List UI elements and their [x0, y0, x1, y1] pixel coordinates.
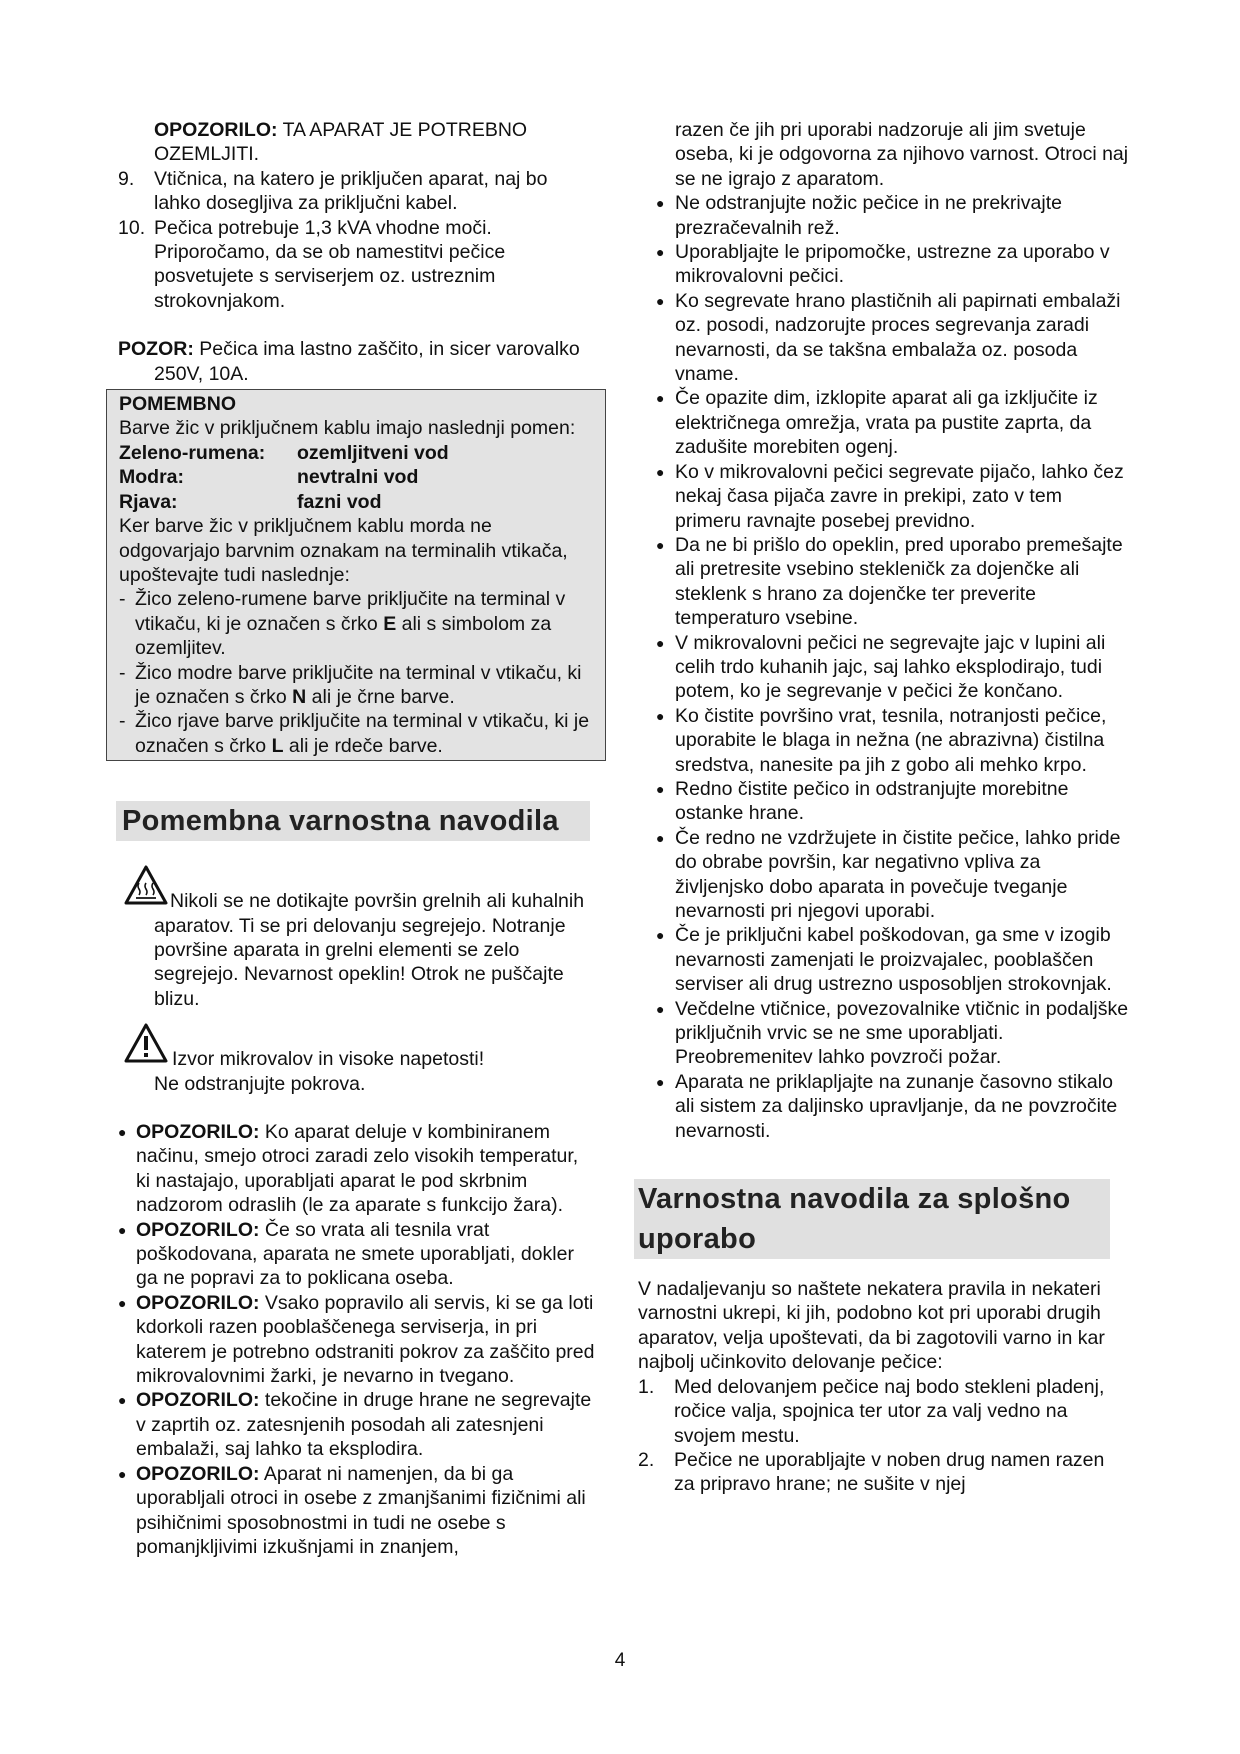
list-item: ● Redno čistite pečico in odstranjujte morebitne ostanke hrane.	[656, 777, 1069, 825]
item-number: 1.	[638, 1375, 655, 1398]
wire-color: Modra:	[119, 466, 184, 489]
list-item: ● Aparata ne priklapljajte na zunanje časovno stikalo ali sistem za daljinsko upravljanje, da ne povzročite nevarnosti.	[656, 1070, 1118, 1142]
list-item: ● Da ne bi prišlo do opeklin, pred uporabo premešajte ali pretresite vsebino stekleničk za dojenčke ali steklenk s hrano za dojenčke ter preverite temperaturo vsebine.	[656, 533, 1123, 630]
grounding-warning	[118, 118, 596, 167]
pozor-note	[118, 337, 596, 386]
item-number: 9.	[118, 167, 135, 190]
intro-paragraph: V nadaljevanju so naštete nekatera pravila in nekateri varnostni ukrepi, ki jih, podobno kot pri uporabi drugih aparatov, velja upoštevati, da bi zagotovili varno in kar najbolj učinkovito delovanje pečice:	[638, 1278, 1105, 1374]
item-text: Vtičnica, na katero je priključen aparat, naj bo lahko dosegljiva za priključni kabel.	[154, 167, 548, 215]
section-heading: Pomembna varnostna navodila	[116, 801, 590, 841]
wire-color: Zeleno-rumena:	[119, 441, 266, 464]
wire-color: Rjava:	[119, 490, 178, 513]
list-item: ● Ko čistite površino vrat, tesnila, notranjosti pečice, uporabite le blaga in nežna (ne abrazivna) čistilna sredstva, nanesite pa jih z gobo ali mehko krpo.	[656, 704, 1107, 776]
warning-text: Izvor mikrovalov in visoke napetosti!	[172, 1048, 485, 1071]
dash-item: - Žico zeleno-rumene barve priključite na terminal v vtikaču, ki je označen s črko E ali s simbolom za ozemljitev.	[119, 588, 566, 660]
left-column	[118, 118, 596, 1559]
list-item: ● Če redno ne vzdržujete in čistite pečice, lahko pride do obrabe površin, kar negativno vpliva za življenjsko dobo aparata in povečuje tveganje nevarnosti pri njegovi uporabi.	[656, 826, 1121, 922]
wire-row	[119, 490, 597, 514]
list-item: ● OPOZORILO: Vsako popravilo ali servis, ki se ga loti kdorkoli razen pooblaščenega serviserja, in pri katerem je potrebno odstraniti pokrov za zaščito pred mikrovalovnimi žarki, je nevarno in tvegano.	[118, 1291, 595, 1388]
numbered-item	[638, 1375, 1130, 1448]
warning-bullet-list	[118, 1120, 596, 1559]
list-item: ● Ne odstranjujte nožic pečice in ne prekrivajte prezračevalnih rež.	[656, 192, 1062, 239]
warning-icon	[124, 1023, 168, 1063]
wire-row	[119, 465, 597, 489]
dash-item: - Žico rjave barve priključite na terminal v vtikaču, ki je označen s črko L ali je rdeče barve.	[119, 710, 590, 757]
continued-text: razen če jih pri uporabi nadzoruje ali jim svetuje oseba, ki je odgovorna za njihovo varnost. Otroci naj se ne igrajo z aparatom.	[675, 119, 1129, 190]
list-item: ● Ko v mikrovalovni pečici segrevate pijačo, lahko čez nekaj časa pijača zavre in prekipi, zato v tem primeru ravnajte posebej previdno.	[656, 460, 1124, 532]
warning-label: OPOZORILO:	[154, 119, 278, 141]
wire-meaning: nevtralni vod	[297, 466, 419, 489]
list-item: ● Ko segrevate hrano plastičnih ali papirnati embalaži oz. posodi, nadzorujte proces segrevanja zaradi nevarnosti, da se takšna embalaža oz. posoda vname.	[656, 289, 1121, 386]
list-item: ● Večdelne vtičnice, povezovalnike vtičnic in podaljške priključnih vrvic se ne sme uporabljati. Preobremenitev lahko povzroči požar.	[656, 997, 1129, 1069]
list-item: ● OPOZORILO: Ko aparat deluje v kombiniranem načinu, smejo otroci zaradi zelo visokih temperatur, ki nastajajo, uporabljati aparat le pod skrbnim nadzorom odraslih (le za aparate s funkcijo žara).	[118, 1121, 579, 1217]
box-title: POMEMBNO	[119, 393, 236, 416]
item-text: Med delovanjem pečice naj bodo stekleni pladenj, ročice valja, spojnica ter utor za valj vedno na svojem mestu.	[674, 1375, 1105, 1447]
box-intro: Barve žic v priključnem kablu imajo naslednji pomen:	[119, 417, 576, 440]
safety-bullet-list	[656, 191, 1130, 1143]
box-text: Ker barve žic v priključnem kablu morda ne odgovarjajo barvnim oznakam na terminalih vtikača, upoštevajte tudi naslednje:	[119, 515, 568, 586]
list-item: ● V mikrovalovni pečici ne segrevajte jajc v lupini ali celih trdo kuhanih jajc, saj lahko eksplodirajo, tudi potem, ko je segrevanje v pečici že končano.	[656, 631, 1106, 703]
wire-colors-box	[106, 389, 606, 761]
numbered-item	[118, 167, 596, 216]
warning-text: Ne odstranjujte pokrova.	[154, 1072, 366, 1095]
warning-text: Nikoli se ne dotikajte površin grelnih ali kuhalnih aparatov. Ti se pri delovanju segrejejo. Notranje površine aparata in grelni elementi se zelo segrejejo. Nevarnost opeklin! Otrok ne puščajte blizu.	[154, 890, 585, 1010]
item-number: 10.	[118, 216, 146, 239]
voltage-warning	[118, 1023, 596, 1096]
list-item: ● OPOZORILO: Če so vrata ali tesnila vrat poškodovana, aparata ne smete uporabljati, dokler ga ne popravi za to poklicana oseba.	[118, 1218, 574, 1290]
list-item: ● OPOZORILO: tekočine in druge hrane ne segrevajte v zaprtih oz. zatesnjenih posodah ali zatesnjeni embalaži, saj lahko ta eksplodira.	[118, 1389, 592, 1461]
dash-item: - Žico modre barve priključite na terminal v vtikaču, ki je označen s črko N ali je črne barve.	[119, 661, 582, 708]
item-number: 2.	[638, 1448, 655, 1471]
numbered-item	[118, 216, 596, 314]
wire-row	[119, 441, 597, 465]
list-item: ● Uporabljajte le pripomočke, ustrezne za uporabo v mikrovalovni pečici.	[656, 241, 1110, 288]
item-text: Pečice ne uporabljajte v noben drug namen razen za pripravo hrane; ne sušite v njej	[674, 1448, 1105, 1496]
numbered-item	[638, 1448, 1130, 1497]
item-text: Pečica potrebuje 1,3 kVA vhodne moči. Priporočamo, da se ob namestitvi pečice posvetujete s serviserjem oz. ustreznim strokovnjakom.	[154, 216, 506, 312]
right-column	[638, 118, 1130, 1497]
list-item: ● Če je priključni kabel poškodovan, ga sme v izogib nevarnosti zamenjati le proizvajalec, pooblaščen serviser ali drug ustrezno usposobljen strokovnjak.	[656, 924, 1112, 996]
section-heading: Varnostna navodila za splošno uporabo	[634, 1179, 1110, 1259]
wire-meaning: fazni vod	[297, 490, 382, 513]
list-item: ● Če opazite dim, izklopite aparat ali ga izključite iz električnega omrežja, vrata pa pustite zaprta, da zadušite morebiten ogenj.	[656, 387, 1098, 459]
wire-meaning: ozemljitveni vod	[297, 441, 449, 464]
hot-surface-warning	[118, 865, 596, 1011]
page-number: 4	[614, 1650, 626, 1671]
hot-surface-icon	[124, 865, 168, 905]
pozor-text: Pečica ima lastno zaščito, in sicer varovalko 250V, 10A.	[154, 338, 580, 385]
numbered-list	[638, 1375, 1130, 1497]
warning-text: TA APARAT JE POTREBNO OZEMLJITI.	[154, 119, 528, 166]
pozor-label: POZOR:	[118, 338, 194, 361]
list-item: ● OPOZORILO: Aparat ni namenjen, da bi ga uporabljali otroci in osebe z zmanjšanimi fizičnimi ali psihičnimi sposobnostmi in tudi ne osebe s pomanjkljivimi izkušnjami in znanjem,	[118, 1462, 586, 1558]
